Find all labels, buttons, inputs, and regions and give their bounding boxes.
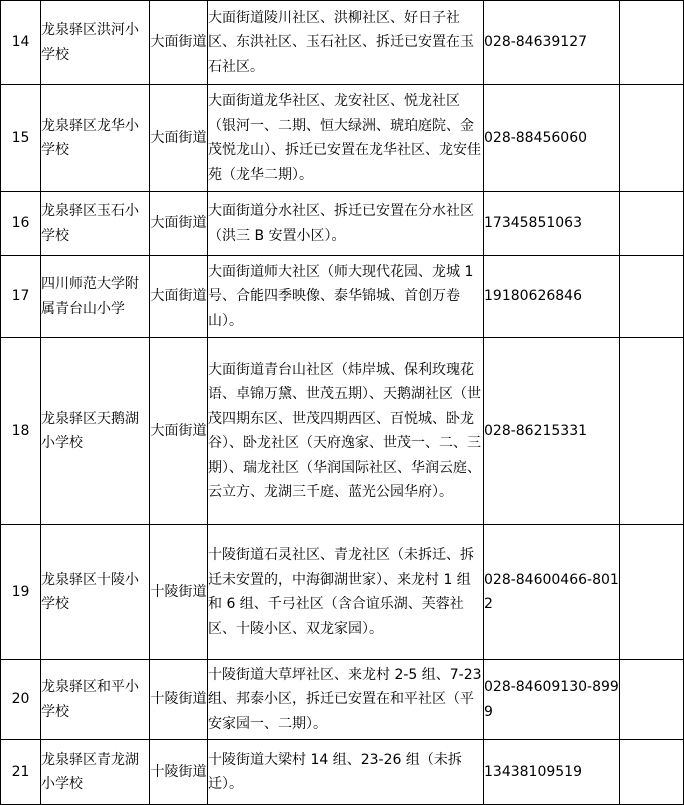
street-name: 大面街道 <box>150 1 208 85</box>
remarks <box>620 740 684 805</box>
street-name: 十陵街道 <box>150 740 208 805</box>
street-name: 十陵街道 <box>150 660 208 740</box>
street-name: 十陵街道 <box>150 525 208 660</box>
service-area: 十陵街道大梁村 14 组、23-26 组（未拆迁）。 <box>208 740 484 805</box>
school-name: 龙泉驿区十陵小学校 <box>41 525 150 660</box>
table-row <box>1 1 684 85</box>
remarks <box>620 85 684 192</box>
school-name: 四川师范大学附属青台山小学 <box>41 256 150 338</box>
contact-phone: 13438109519 <box>484 740 620 805</box>
table-row <box>1 525 684 660</box>
contact-phone: 17345851063 <box>484 192 620 256</box>
row-number: 20 <box>1 660 41 740</box>
remarks <box>620 525 684 660</box>
row-number: 18 <box>1 338 41 525</box>
contact-phone: 028-86215331 <box>484 338 620 525</box>
school-name: 龙泉驿区玉石小学校 <box>41 192 150 256</box>
street-name: 大面街道 <box>150 338 208 525</box>
remarks <box>620 192 684 256</box>
row-number: 14 <box>1 1 41 85</box>
remarks <box>620 660 684 740</box>
remarks <box>620 338 684 525</box>
contact-phone: 028-84609130-8999 <box>484 660 620 740</box>
service-area: 大面街道龙华社区、龙安社区、悦龙社区（银河一、二期、恒大绿洲、琥珀庭院、金茂悦龙山）、拆迁已安置在龙华社区、龙安佳苑（龙华二期）。 <box>208 85 484 192</box>
remarks <box>620 1 684 85</box>
school-name: 龙泉驿区天鹅湖小学校 <box>41 338 150 525</box>
service-area: 十陵街道大草坪社区、来龙村 2-5 组、7-23 组、邦泰小区，拆迁已安置在和平社区（平安家园一、二期）。 <box>208 660 484 740</box>
contact-phone: 028-88456060 <box>484 85 620 192</box>
remarks <box>620 256 684 338</box>
table-body <box>1 1 684 805</box>
school-name: 龙泉驿区和平小学校 <box>41 660 150 740</box>
service-area: 大面街道分水社区、拆迁已安置在分水社区（洪三 B 安置小区）。 <box>208 192 484 256</box>
contact-phone: 028-84639127 <box>484 1 620 85</box>
contact-phone: 028-84600466-8012 <box>484 525 620 660</box>
row-number: 21 <box>1 740 41 805</box>
table-row <box>1 740 684 805</box>
service-area: 十陵街道石灵社区、青龙社区（未拆迁、拆迁未安置的，中海御湖世家）、来龙村 1 组和 6 组、千弓社区（含合谊乐湖、芙蓉社区、十陵小区、双龙家园）。 <box>208 525 484 660</box>
table-row <box>1 256 684 338</box>
school-name: 龙泉驿区青龙湖小学校 <box>41 740 150 805</box>
table-row <box>1 660 684 740</box>
street-name: 大面街道 <box>150 256 208 338</box>
street-name: 大面街道 <box>150 192 208 256</box>
school-name: 龙泉驿区龙华小学校 <box>41 85 150 192</box>
row-number: 17 <box>1 256 41 338</box>
table-row <box>1 192 684 256</box>
service-area: 大面街道陵川社区、洪柳社区、好日子社区、东洪社区、玉石社区、拆迁已安置在玉石社区。 <box>208 1 484 85</box>
contact-phone: 19180626846 <box>484 256 620 338</box>
street-name: 大面街道 <box>150 85 208 192</box>
service-area: 大面街道师大社区（师大现代花园、龙城 1 号、合能四季映像、泰华锦城、首创万卷山）。 <box>208 256 484 338</box>
row-number: 19 <box>1 525 41 660</box>
service-area: 大面街道青台山社区（炜岸城、保利玫瑰花语、卓锦万黛、世茂五期）、天鹅湖社区（世茂四期东区、世茂四期西区、百悦城、卧龙谷）、卧龙社区（天府逸家、世茂一、二、三期）、瑞龙社区（华润国际社区、华润云庭、云立方、龙湖三千庭、蓝光公园华府）。 <box>208 338 484 525</box>
school-name: 龙泉驿区洪河小学校 <box>41 1 150 85</box>
row-number: 16 <box>1 192 41 256</box>
table-row <box>1 338 684 525</box>
row-number: 15 <box>1 85 41 192</box>
table-row <box>1 85 684 192</box>
